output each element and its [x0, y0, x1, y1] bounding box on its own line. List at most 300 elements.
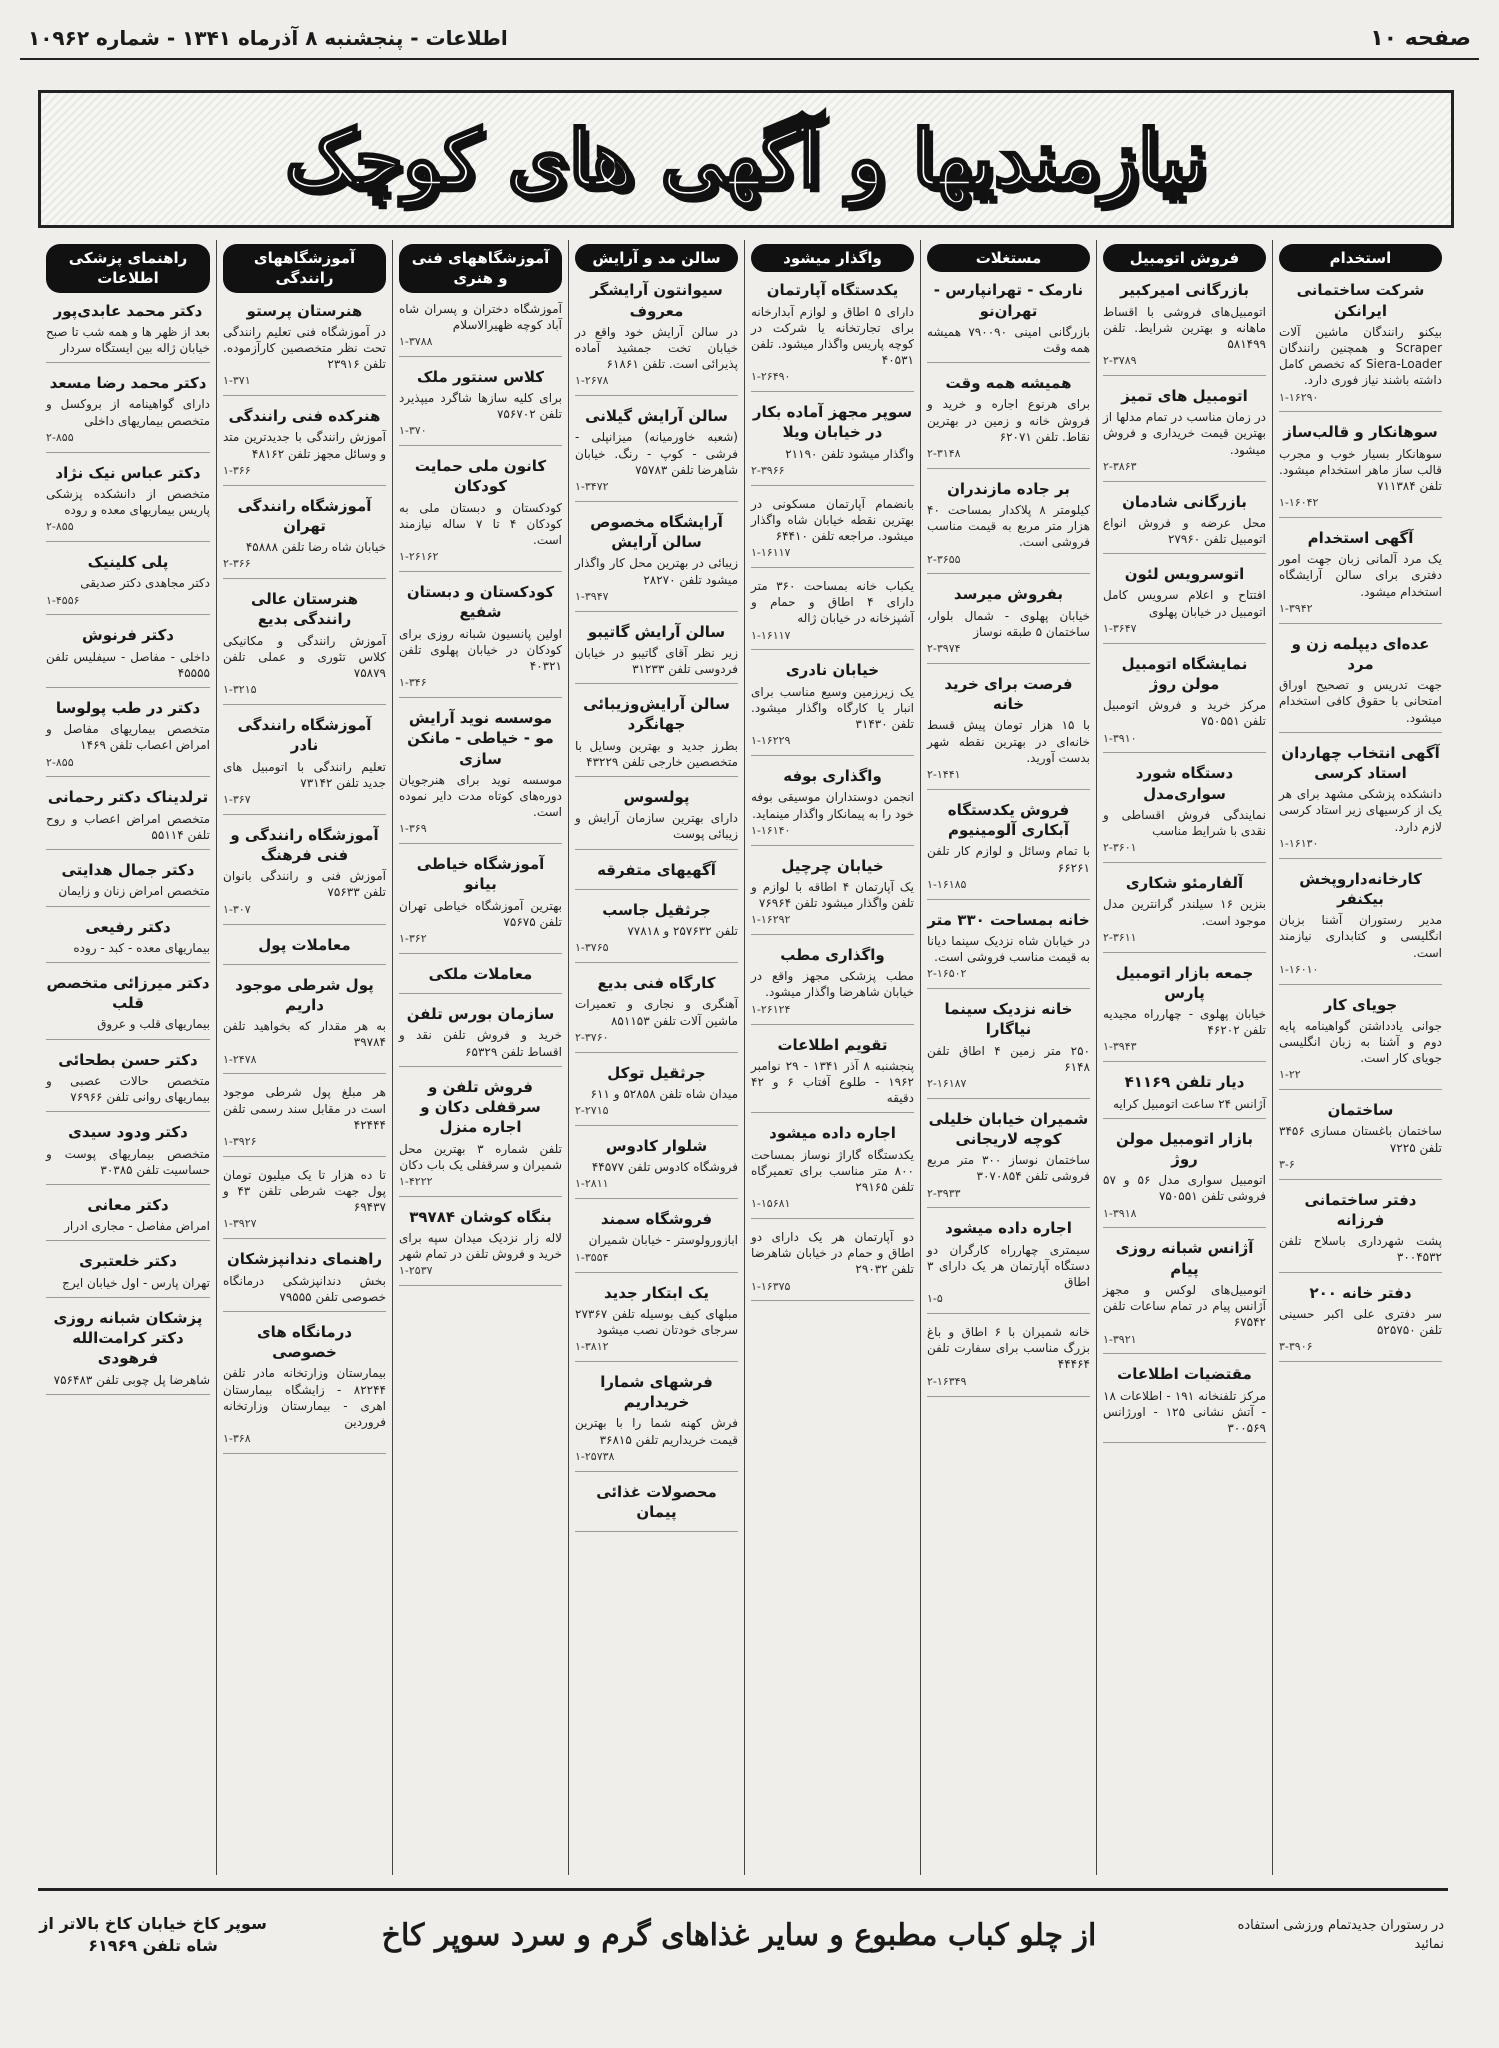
ad-title: سالن آرایش گاتیبو	[587, 622, 726, 641]
ad-body: میدان شاه تلفن ۵۲۸۵۸ و ۶۱۱	[590, 1086, 738, 1101]
classified-ad	[575, 1482, 738, 1533]
ad-code: ۱-۳۷۰	[399, 424, 427, 438]
classified-ad	[223, 1167, 386, 1239]
classified-ad	[575, 622, 738, 685]
classified-ad	[927, 999, 1090, 1099]
classified-ad	[575, 973, 738, 1052]
ad-title: آموزشگاه رانندگی نادر	[237, 716, 372, 755]
column-8	[40, 240, 216, 1875]
ad-title: اتومبیل های تمیز	[1121, 386, 1248, 405]
classified-ad	[399, 456, 562, 572]
ad-title: یکدستگاه آپارتمان	[766, 281, 899, 300]
ad-body: شاهرضا پل چوبی تلفن ۷۵۶۴۸۳	[53, 1372, 210, 1387]
ad-body: سیمتری چهارراه کارگران دو دستگاه آپارتمان هر یک دارای ۳ اطاق	[927, 1242, 1090, 1290]
ad-title: فرشهای شمارا خریداریم	[600, 1372, 713, 1412]
ad-body: جهت تدریس و تصحیح اوراق امتحانی با حقوق کافی استخدام میشود.	[1279, 678, 1442, 725]
ad-body: متخصص بیماریهای پوست و حساسیت تلفن ۳۰۳۸۵	[46, 1146, 210, 1177]
classified-ad	[927, 674, 1090, 790]
ad-code: ۲-۸۵۵	[46, 520, 74, 534]
ad-body: بطرز جدید و بهترین وسایل با متخصصین خارجی تلفن ۴۳۲۲۹	[575, 738, 738, 769]
ad-title: فروشگاه سمند	[600, 1210, 713, 1229]
classified-ad	[1279, 1283, 1442, 1362]
ad-title: آموزشگاه رانندگی تهران	[237, 496, 372, 535]
ad-code: ۱-۲۲	[1279, 1068, 1301, 1082]
ad-title: محصولات غذائی پیمان	[596, 1482, 717, 1521]
ad-code: ۱-۳۹۲۶	[223, 1135, 257, 1149]
ad-body: زیر نظر آقای گاتیبو در خیابان فردوسی تلفن ۳۱۲۳۳	[575, 645, 738, 676]
column-heading: واگذار میشود	[751, 244, 914, 272]
ad-code: ۱-۳۷۶۵	[575, 941, 609, 955]
ad-body: اتومبیل‌های فروشی با اقساط ماهانه و بهترین شرایط. تلفن ۵۸۱۴۹۹	[1103, 304, 1266, 351]
ad-code: ۱-۳۹۱۸	[1103, 1206, 1137, 1220]
ad-code: ۲-۳۶۶	[223, 557, 251, 571]
ad-code: ۱-۲۵۳۷	[399, 1264, 433, 1278]
ad-title: جمعه بازار اتومبیل پارس	[1115, 963, 1254, 1002]
classified-ad	[46, 917, 210, 963]
ad-title: معاملات پول	[258, 935, 351, 954]
footer-right-text: سوپر کاخ خیابان کاخ بالاتر از شاه تلفن ۶۱۹۶۹	[39, 1913, 267, 1955]
ad-title: فروش تلفن و سرقفلی دکان و اجاره منزل	[420, 1077, 541, 1137]
ad-body: مبلهای کیف بوسیله تلفن ۲۷۳۶۷ سرجای خودتان نصب میشود	[575, 1306, 738, 1337]
ad-title: کانون ملی حمایت کودکان	[414, 457, 547, 496]
ad-code: ۲-۱۴۴۱	[927, 767, 961, 781]
ad-code: ۱-۵	[927, 1292, 943, 1306]
classified-ad	[399, 367, 562, 446]
ad-body: دکتر مجاهدی دکتر صدیقی	[80, 576, 210, 591]
ad-body: فرش کهنه شما را با بهترین قیمت خریداریم تلفن ۳۶۸۱۵	[575, 1416, 738, 1447]
ad-code: ۲-۳۹۶۶	[751, 463, 785, 477]
ad-code: ۱-۳۶۴۷	[1103, 621, 1137, 635]
ad-code: ۲-۳۱۴۸	[927, 446, 961, 460]
classified-ad	[223, 496, 386, 580]
issue-line: اطلاعات - پنجشنبه ۸ آذرماه ۱۳۴۱ - شماره ۱۰۹۶۲	[28, 26, 508, 50]
classified-ad	[1279, 743, 1442, 859]
classified-ad	[927, 373, 1090, 469]
ad-code: ۲-۳۹۷۴	[927, 642, 961, 656]
classified-ad	[46, 860, 210, 906]
ad-body: با تمام وسائل و لوازم کار تلفن ۶۶۲۶۱	[927, 844, 1090, 875]
ad-title: راهنمای دندانپزشکان	[226, 1250, 383, 1269]
ad-code: ۱-۱۶۲۲۹	[751, 734, 791, 748]
ad-code: ۲-۳۶۱۱	[1103, 930, 1137, 944]
ad-body: نمایندگی فروش اقساطی و نقدی با شرایط مناسب	[1103, 807, 1266, 839]
ad-body: برای هرنوع اجاره و خرید و فروش خانه و زمین در بهترین نقاط. تلفن ۶۲۰۷۱	[927, 397, 1090, 444]
ad-title: سوهانکار و قالب‌ساز	[1283, 423, 1438, 442]
ad-body: بعد از ظهر ها و همه شب تا صبح خیابان ژاله بین ایستگاه سردار	[46, 324, 210, 355]
ad-title: دکتر معانی	[87, 1195, 169, 1214]
column-5	[568, 240, 744, 1875]
ad-code: ۲-۸۵۵	[46, 755, 74, 769]
ad-body: مرکز تلفنخانه ۱۹۱ - اطلاعات ۱۸ - آتش نشانی ۱۲۵ - اورژانس ۳۰۰۵۶۹	[1103, 1388, 1266, 1435]
classified-ad	[46, 973, 210, 1040]
ad-body: زیبائی در بهترین محل کار واگذار میشود تلفن ۲۸۲۷۰	[575, 556, 738, 587]
classified-ad	[751, 280, 914, 392]
ad-code: ۱-۳۰۷	[223, 902, 251, 916]
ad-body: یک مرد آلمانی زبان جهت امور دفتری برای سالن آرایشگاه استخدام میشود.	[1279, 552, 1442, 599]
ad-code: ۲-۱۶۵۰۲	[927, 967, 967, 981]
ad-body: آموزش رانندگی با جدیدترین متد و وسائل مجهز تلفن ۴۸۱۶۲	[223, 430, 386, 461]
classified-ad	[575, 1372, 738, 1472]
ad-title: شلوار کادوس	[605, 1136, 708, 1155]
classified-ad	[1103, 873, 1266, 952]
column-heading: راهنمای پزشکی اطلاعات	[46, 244, 210, 293]
ad-title: تقویم اطلاعات	[777, 1035, 888, 1054]
classified-ad	[751, 660, 914, 756]
ad-body: فروشگاه کادوس تلفن ۴۴۵۷۷	[591, 1160, 738, 1175]
ad-title: بازرگانی امیرکبیر	[1119, 281, 1250, 300]
ad-body: با ۱۵ هزار تومان پیش قسط خانه‌ای در بهترین نقطه شهر بدست آورید.	[927, 718, 1090, 765]
ad-title: نارمک - تهرانپارس - تهران‌نو	[933, 281, 1084, 320]
ad-code: ۱-۱۶۱۱۷	[751, 628, 791, 642]
classified-ad	[46, 1050, 210, 1113]
ad-title: عده‌ای دیپلمه زن و مرد	[1291, 634, 1430, 673]
ad-body: متخصص بیماریهای مفاصل و امراض اعصاب تلفن ۱۴۶۹	[46, 722, 210, 753]
classified-ad	[1103, 1072, 1266, 1118]
classified-ad	[223, 1084, 386, 1156]
ad-code: ۱-۱۵۶۸۱	[751, 1197, 791, 1211]
ad-title: دکتر در طب پولوسا	[55, 698, 201, 717]
classified-ad	[223, 589, 386, 705]
classified-ad	[46, 552, 210, 615]
classified-ad	[1279, 634, 1442, 733]
ad-title: یک ابتکار جدید	[603, 1283, 710, 1302]
ad-code: ۲-۱۶۳۴۹	[927, 1374, 967, 1388]
ad-title: بازار اتومبیل مولن روژ	[1115, 1129, 1254, 1168]
column-heading: آموزشگاههای رانندگی	[223, 244, 386, 293]
ad-code: ۱-۲۸۱۱	[575, 1177, 609, 1191]
ad-code: ۱-۱۶۲۹۰	[1279, 390, 1319, 404]
column-2	[1096, 240, 1272, 1875]
ad-title: اجاره داده میشود	[945, 1219, 1072, 1238]
footer-ad	[38, 1888, 1448, 1979]
ad-title: ترلدیناک دکتر رحمانی	[47, 788, 209, 807]
ad-title: فرصت برای خرید خانه	[944, 674, 1073, 714]
ad-body: دانشکده پزشکی مشهد برای هر یک از کرسیهای زیر استاد کرسی لازم دارد.	[1279, 787, 1442, 834]
ad-body: آهنگری و نجاری و تعمیرات ماشین آلات تلفن ۸۵۱۱۵۳	[575, 997, 738, 1028]
ad-title: سوپر مجهز آماده بکار در خیابان ویلا	[752, 403, 913, 442]
ad-title: پول شرطی موجود داریم	[235, 975, 374, 1014]
ad-code: ۱-۳۵۵۴	[575, 1250, 609, 1264]
ad-body: ۲۵۰ متر زمین ۴ اطاق تلفن ۶۱۴۸	[927, 1043, 1091, 1074]
classified-ad	[1103, 280, 1266, 376]
ad-title: دستگاه شورد سواری‌مدل	[1135, 764, 1234, 803]
ad-code: ۱-۲۶۷۸	[575, 374, 609, 388]
ad-code: ۱-۱۶۱۱۷	[751, 546, 791, 560]
classified-ad	[751, 578, 914, 650]
ad-body: سوهانکار بسیار خوب و مجرب قالب ساز ماهر استخدام میشود. تلفن ۷۱۱۳۸۴	[1279, 446, 1442, 493]
ad-title: کلاس سنتور ملک	[416, 367, 545, 386]
ad-body: ساختمان باغستان مسازی ۳۴۵۶ تلفن ۷۲۲۵	[1279, 1124, 1442, 1155]
column-4	[744, 240, 920, 1875]
classified-ad	[927, 1109, 1090, 1209]
ad-code: ۱-۳۶۸	[223, 1432, 251, 1446]
ad-code: ۱-۲۶۱۶۲	[399, 550, 439, 564]
classified-ad	[223, 301, 386, 397]
ad-code: ۱-۲۴۷۸	[223, 1052, 257, 1066]
ad-body: تعلیم رانندگی با اتومبیل های جدید تلفن ۷۳۱۴۲	[223, 759, 386, 790]
classified-ad	[1103, 1129, 1266, 1229]
classified-ad	[751, 402, 914, 486]
ad-body: دارای ۵ اطاق و لوازم آبدارخانه برای تجارتخانه یا شرکت در کوچه پاریس واگذار میشود. تلفن ۴۰۵۳۱	[751, 304, 914, 368]
classified-ad	[399, 854, 562, 954]
ad-title: دکتر محمد عابدی‌پور	[53, 301, 203, 320]
ad-title: همیشه همه وقت	[945, 374, 1072, 393]
ad-body: متخصص از دانشکده پزشکی پاریس بیماریهای معده و روده	[46, 486, 210, 518]
ad-body: داخلی - مفاصل - سیفلیس تلفن ۴۵۵۵۵	[46, 649, 210, 680]
classified-ad	[46, 625, 210, 688]
column-6	[392, 240, 568, 1875]
ad-title: آموزشگاه رانندگی و فنی فرهنگ	[230, 825, 379, 865]
ad-body: دارای بهترین سازمان آرایش و زیبائی پوست	[575, 811, 738, 842]
classified-ad	[1279, 528, 1442, 624]
ad-title: دکتر فرنوش	[82, 626, 174, 645]
ad-body: بانضمام آپارتمان مسکونی در بهترین نقطه خیابان شاه واگذار میشود. مراجعه تلفن ۶۴۴۱۰	[751, 496, 914, 543]
classified-ad	[399, 1207, 562, 1286]
column-1	[1272, 240, 1448, 1875]
ad-title: هنرستان عالی رانندگی بدیع	[250, 590, 359, 629]
ad-body: کودکستان و دبستان ملی به کودکان ۴ تا ۷ ساله نیازمند است.	[399, 500, 562, 548]
ad-title: خیابان چرچیل	[781, 856, 884, 875]
classified-ad	[46, 698, 210, 777]
ad-code: ۱-۳۶۲	[399, 932, 427, 946]
ad-code: ۱-۳۴۷۲	[575, 479, 609, 493]
ad-body: آژانس ۲۴ ساعت اتومبیل کرایه	[1113, 1096, 1266, 1111]
ad-title: آرایشگاه مخصوص سالن آرایش	[590, 512, 723, 552]
footer-main-slogan: از چلو کباب مطبوع و سایر غذاهای گرم و سرد سوپر کاخ	[381, 1917, 1097, 1953]
classified-ad	[927, 584, 1090, 663]
classified-ad	[223, 975, 386, 1075]
classified-ad	[575, 1283, 738, 1362]
ad-body: امراض مفاصل - مجاری ادرار	[64, 1219, 210, 1234]
ad-body: پشت شهرداری باسلاح تلفن ۳۰۰۴۵۳۲	[1279, 1234, 1442, 1265]
ad-body: سر دفتری علی اکبر حسینی تلفن ۵۲۵۷۵۰	[1279, 1306, 1442, 1337]
classified-ad	[927, 1218, 1090, 1314]
classified-ad	[751, 945, 914, 1024]
ad-code: ۲-۳۶۰۱	[1103, 841, 1137, 855]
ad-body: دو آپارتمان هر یک دارای دو اطاق و حمام در خیابان شاهرضا تلفن ۲۹۰۳۲	[751, 1229, 914, 1277]
ad-code: ۱-۱۶۲۹۲	[751, 913, 791, 927]
ad-code: ۱-۳۲۱۵	[223, 683, 257, 697]
classified-ad	[751, 766, 914, 845]
ad-title: بر جاده مازندران	[947, 479, 1070, 498]
ad-body: آموزشگاه دختران و پسران شاه آباد کوچه ظهیرالاسلام	[399, 301, 562, 332]
ad-title: دکتر محمد رضا مسعد	[49, 374, 207, 393]
ad-title: هنرکده فنی رانندگی	[228, 407, 381, 426]
footer-left-text: در رستوران جدیدتمام ورزشی استفاده نمائید	[1237, 1917, 1444, 1952]
ad-code: ۳-۶	[1279, 1157, 1295, 1171]
ad-title: کارخانه‌داروپخش بیکنفر	[1299, 869, 1422, 908]
column-heading: آموزشگاههای فنی و هنری	[399, 244, 562, 293]
ad-code: ۱-۱۶۱۸۵	[927, 877, 967, 891]
ad-body: اتومبیل سواری مدل ۵۶ و ۵۷ فروشی تلفن ۷۵۰۵۵۱	[1103, 1173, 1266, 1204]
ad-body: تهران پارس - اول خیابان ایرج	[62, 1275, 210, 1290]
ad-body: موسسه نوید برای هنرجویان دوره‌های کوتاه مدت دایر نموده است.	[399, 772, 562, 820]
ad-title: بنگاه کوشان ۳۹۷۸۴	[409, 1207, 552, 1226]
column-heading: مستغلات	[927, 244, 1090, 272]
ad-title: آگهیهای متفرقه	[597, 860, 716, 879]
ad-title: خانه بمساحت ۳۳۰ متر	[927, 910, 1090, 929]
classified-ad	[927, 1324, 1090, 1396]
classified-ad	[46, 373, 210, 452]
ad-title: بازرگانی شادمان	[1122, 492, 1247, 511]
classified-ad	[399, 582, 562, 698]
classified-ad	[1103, 492, 1266, 555]
ad-body: یک آپارتمان ۴ اطاقه با لوازم و تلفن واگذار میشود تلفن ۷۶۹۶۴	[751, 879, 914, 910]
classified-ad	[1103, 1364, 1266, 1443]
ad-body: ابازورولوستر - خیابان شمیران	[588, 1233, 738, 1248]
ad-code: ۲-۳۹۳۳	[927, 1186, 961, 1200]
ad-body: متخصص امراض زنان و زایمان	[58, 884, 210, 899]
ad-body: یک زیرزمین وسیع مناسب برای انبار یا کارگاه واگذار میشود. تلفن ۳۱۴۳۰	[751, 684, 914, 732]
page-number: صفحه ۱۰	[1370, 26, 1471, 51]
ad-title: دکتر رفیعی	[85, 917, 171, 936]
classified-ad	[575, 1136, 738, 1199]
ad-body: یکباب خانه بمساحت ۳۶۰ متر دارای ۴ اطاق و حمام و آشپزخانه در خیابان ژاله	[751, 579, 915, 626]
ad-title: سازمان بورس تلفن	[406, 1005, 555, 1024]
ad-body: جوانی یادداشتن گواهینامه پایه دوم و آشنا به زبان انگلیسی جویای کار است.	[1279, 1018, 1442, 1066]
ad-code: ۱-۴۲۲۲	[399, 1174, 433, 1188]
ad-title: دکتر عباس نیک نژاد	[55, 463, 201, 482]
ad-title: دکتر ودود سیدی	[68, 1123, 188, 1142]
ad-body: تلفن شماره ۳ بهترین محل شمیران و سرقفلی یک باب دکان	[399, 1141, 562, 1172]
ad-body: خیابان پهلوی - شمال بلوار، ساختمان ۵ طبقه نوساز	[927, 608, 1090, 639]
classified-ad	[575, 406, 738, 502]
ad-body: تا ده هزار تا یک میلیون تومان پول جهت شرطی تلفن ۴۳ و ۶۹۴۳۷	[223, 1167, 386, 1215]
classified-ad	[223, 1322, 386, 1454]
ad-title: شرکت ساختمانی ایرانکن	[1296, 281, 1425, 320]
ad-title: جرثقیل توکل	[607, 1063, 706, 1082]
ad-title: سالن آرایش‌وزیبائی جهانگرد	[583, 695, 730, 734]
classified-ad	[575, 787, 738, 850]
classifieds-banner	[38, 90, 1454, 228]
ad-code: ۳-۳۹۰۶	[1279, 1340, 1313, 1354]
classified-ad	[751, 856, 914, 935]
ad-code: ۱-۱۶۰۴۲	[1279, 496, 1319, 510]
ad-body: بیماریهای قلب و عروق	[97, 1017, 210, 1032]
ad-body: دارای گواهینامه از بروکسل و متخصص بیماریهای داخلی	[46, 397, 210, 428]
ad-title: دکتر جمال هدایتی	[61, 861, 195, 880]
header-rule	[20, 58, 1479, 60]
classified-ad	[575, 1063, 738, 1126]
ad-body: متخصص امراض اعصاب و روح تلفن ۵۵۱۱۴	[46, 811, 210, 842]
ad-code: ۱-۱۶۳۷۵	[751, 1279, 791, 1293]
classified-ad	[223, 1249, 386, 1312]
classified-ad	[1279, 869, 1442, 985]
ad-code: ۱-۳۹۴۳	[1103, 1040, 1137, 1054]
ad-title: آموزشگاه خیاطی بیانو	[416, 855, 545, 894]
ad-code: ۱-۳۷۱	[223, 374, 251, 388]
ad-code: ۱-۳۴۶	[399, 676, 427, 690]
classified-ad	[575, 900, 738, 963]
ad-title: سیوانتون آرایشگر معروف	[590, 281, 723, 320]
ad-title: دفتر ساختمانی فرزانه	[1304, 1190, 1417, 1229]
ad-body: کیلومتر ۸ پلاکدار بمساحت ۴۰ هزار متر مربع به قیمت مناسب فروشی است.	[927, 503, 1090, 550]
ad-code: ۲-۳۸۶۳	[1103, 459, 1137, 473]
ad-title: اتوسرویس لئون	[1124, 565, 1245, 584]
classified-ad	[223, 406, 386, 485]
ad-body: آموزش رانندگی و مکانیکی کلاس تئوری و عملی تلفن ۷۵۸۷۹	[223, 633, 386, 681]
ad-code: ۱-۳۶۷	[223, 792, 251, 806]
ad-body: خانه شمیران با ۶ اطاق و باغ بزرگ مناسب برای سفارت تلفن ۴۴۴۶۴	[927, 1325, 1090, 1372]
classified-ad	[575, 694, 738, 777]
ad-body: آموزش فنی و رانندگی بانوان تلفن ۷۵۶۳۳	[223, 869, 386, 900]
ad-body: متخصص حالات عصبی و بیماریهای روانی تلفن ۷۶۹۶۶	[46, 1073, 210, 1105]
ad-title: آژانس شبانه روزی پیام	[1115, 1239, 1254, 1278]
ad-title: مقتضیات اطلاعات	[1117, 1365, 1252, 1384]
ad-body: اتومبیل‌های لوکس و مجهز آژانس پیام در تمام ساعات تلفن ۶۷۵۴۲	[1103, 1282, 1266, 1330]
ad-body: خیابان شاه رضا تلفن ۴۵۸۸۸	[245, 540, 386, 555]
column-heading: استخدام	[1279, 244, 1442, 272]
classified-ad	[751, 1123, 914, 1219]
ad-body: واگذار میشود تلفن ۲۱۱۹۰	[785, 446, 914, 461]
classified-ad	[1279, 1100, 1442, 1179]
classified-ad	[575, 512, 738, 612]
ad-body: بنزین ۱۶ سیلندر گرانترین مدل موجود است.	[1103, 897, 1266, 928]
ad-code: ۱-۳۹۲۱	[1103, 1332, 1137, 1346]
ad-code: ۱-۳۷۸۸	[399, 334, 433, 348]
ad-code: ۲-۳۷۶۰	[575, 1030, 609, 1044]
ad-title: کارگاه فنی بدیع	[597, 974, 716, 993]
ad-body: مدیر رستوران آشنا بزبان انگلیسی و کتابداری نیازمند است.	[1279, 913, 1442, 960]
ad-code: ۲-۸۵۵	[46, 430, 74, 444]
classified-ad	[1279, 995, 1442, 1091]
ad-title: اجاره داده میشود	[769, 1124, 896, 1143]
ad-code: ۱-۴۵۵۶	[46, 593, 80, 607]
classified-ad	[399, 708, 562, 844]
ad-body: مرکز خرید و فروش اتومبیل تلفن ۷۵۰۵۵۱	[1103, 698, 1266, 729]
column-heading: فروش اتومبیل	[1103, 244, 1266, 272]
classified-ad	[46, 1122, 210, 1185]
classified-ad	[46, 1308, 210, 1395]
ad-code: ۲-۱۶۱۸۷	[927, 1076, 967, 1090]
ad-title: واگذاری مطب	[780, 946, 885, 965]
ad-body: برای کلیه سازها شاگرد میپذیرد تلفن ۷۵۶۷۰۲	[399, 390, 562, 422]
ad-title: کودکستان و دبستان شفیع	[406, 583, 555, 622]
ad-body: ساختمان نوساز ۳۰۰ متر مربع فروشی تلفن ۳۰۷۰۸۵۴	[927, 1153, 1090, 1184]
ad-code: ۱-۳۹۴۷	[575, 589, 609, 603]
ad-body: پنجشنبه ۸ آذر ۱۳۴۱ - ۲۹ نوامبر ۱۹۶۲ - طلوع آفتاب ۶ و ۴۲ دقیقه	[751, 1058, 915, 1106]
ad-body: در زمان مناسب در تمام مدلها از بهترین قیمت خریداری و فروش میشود.	[1103, 410, 1266, 457]
ad-body: بیمارستان وزارتخانه مادر تلفن ۸۲۲۴۴ - زایشگاه بیمارستان اهری - بیمارستان وزارتخانه فروردین	[223, 1366, 386, 1429]
ad-body: بازرگانی امینی ۷۹۰۰۹۰ همیشه همه وقت	[927, 324, 1090, 355]
classified-ad	[46, 463, 210, 542]
ad-body: خیابان پهلوی - چهارراه مجیدیه تلفن ۴۶۲۰۲	[1103, 1007, 1266, 1038]
ad-title: آگهی انتخاب چهاردان استاد کرسی	[1281, 743, 1440, 782]
ad-title: ساختمان	[1327, 1101, 1394, 1120]
classified-ad	[927, 910, 1090, 989]
classified-ad	[575, 280, 738, 396]
ad-title: آلفارمئو شکاری	[1125, 874, 1244, 893]
ad-title: پزشکان شبانه روزی دکتر کرامت‌الله فرهودی	[53, 1308, 203, 1368]
ad-title: موسسه نوید آرایش مو - خیاطی - مانکن سازی	[407, 709, 554, 768]
ad-code: ۱-۲۶۴۹۰	[751, 370, 791, 384]
ad-title: دکتر میرزائی متخصص قلب	[46, 973, 210, 1013]
ad-title: دفتر خانه ۲۰۰	[1309, 1283, 1412, 1302]
ad-code: ۱-۲۶۱۲۴	[751, 1002, 791, 1016]
ad-code: ۲-۳۷۸۹	[1103, 354, 1137, 368]
ad-title: جویای کار	[1323, 995, 1398, 1014]
ad-code: ۲-۲۷۱۵	[575, 1104, 609, 1118]
ad-title: نمایشگاه اتومبیل مولن روژ	[1121, 654, 1248, 693]
ad-body: انجمن دوستداران موسیقی بوفه خود را به پیمانکار واگذار مینماید.	[751, 790, 914, 821]
classified-columns	[38, 240, 1448, 1875]
ad-title: پولسوس	[623, 788, 690, 807]
ad-title: خیابان نادری	[785, 661, 880, 680]
ad-title: درمانگاه های خصوصی	[256, 1322, 353, 1362]
classified-ad	[399, 1077, 562, 1197]
ad-title: فروش یکدستگاه آبکاری آلومینیوم	[947, 800, 1070, 840]
ad-code: ۱-۱۶۰۱۰	[1279, 962, 1319, 976]
